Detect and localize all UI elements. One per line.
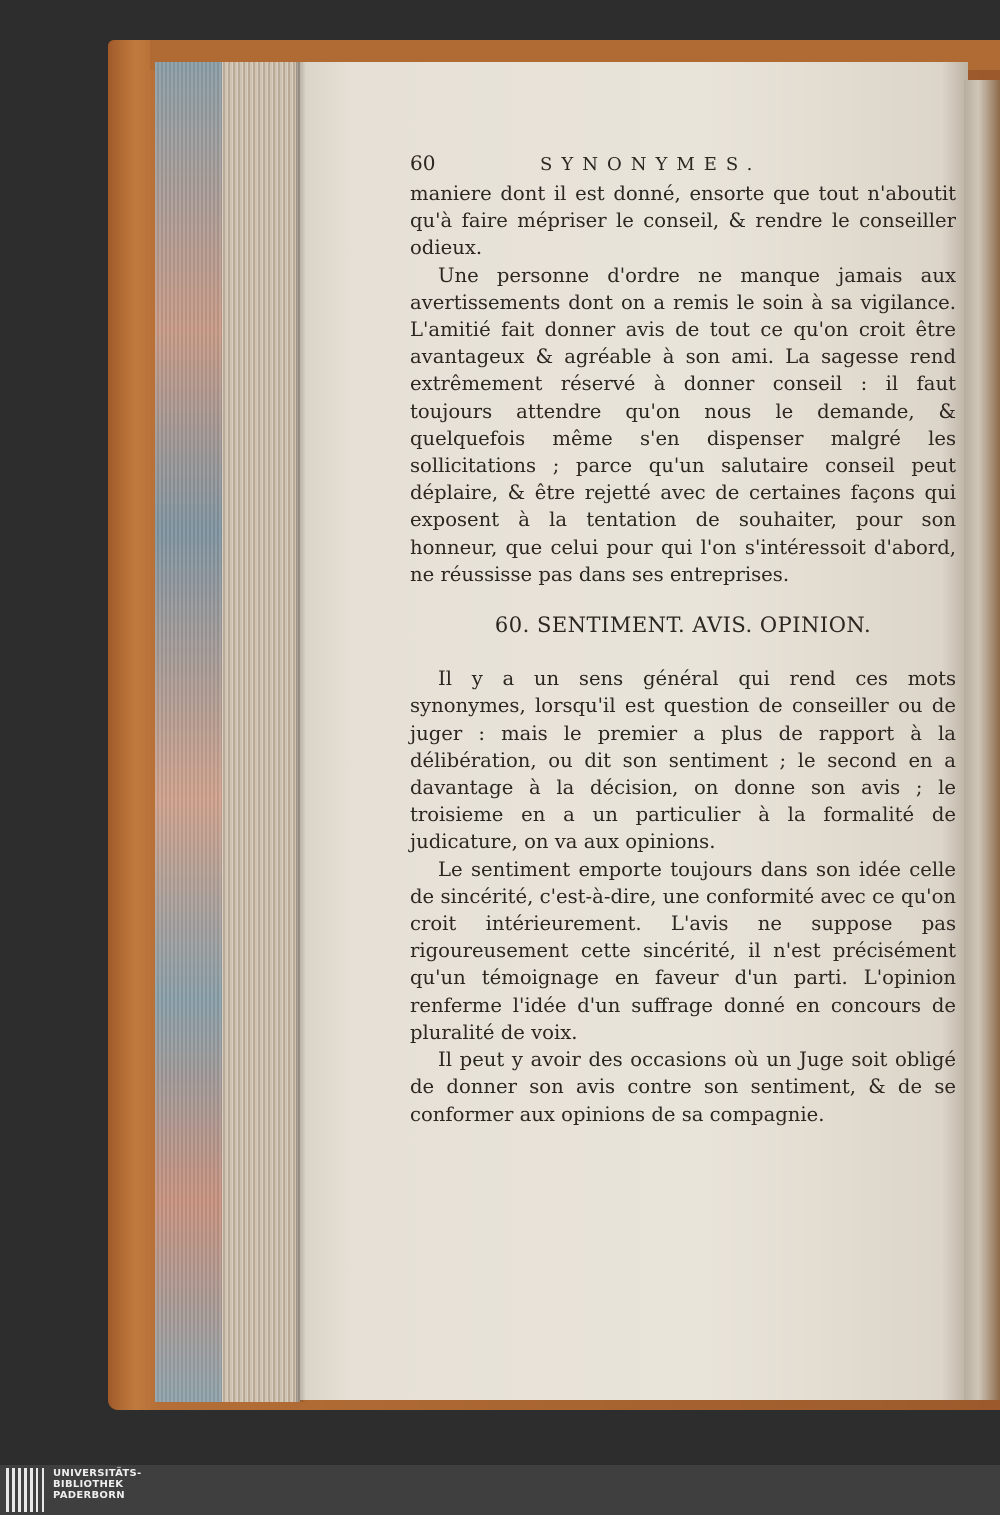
paragraph: Il peut y avoir des occasions où un Juge soit obligé de donner son avis contre son sentiment, & de se conformer aux opinions de sa compagnie. [410,1048,956,1126]
library-name-line2: BIBLIOTHEK [53,1479,124,1490]
page-right-edge [964,80,1000,1400]
section-heading: 60. SENTIMENT. AVIS. OPINION. [494,613,872,638]
paragraph: Le sentiment emporte toujours dans son idée celle de sincérité, c'est-à-dire, une conformité avec ce qu'on croit intérieurement. L'avis ne suppose pas rigoureusement cette sincérité, il n'est précisément qu'un témoignage en faveur d'un parti. L'opinion renferme l'idée d'un suffrage donné en concours de pluralité de voix. [410,857,956,1044]
library-name [53,1468,142,1501]
paragraph-continued: maniere dont il est donné, ensorte que tout n'aboutit qu'à faire mépriser le conseil, & rendre le conseiller odieux. [410,182,956,260]
paragraph: Il y a un sens général qui rend ces mots synonymes, lorsqu'il est question de conseiller ou de juger : mais le premier a plus de rapport à la délibération, ou dit son sentiment ; le second en a davantage à la décision, on donne son avis ; le troisieme en a un particulier à la formalité de judicature, on va aux opinions. [410,667,956,854]
library-logo-icon [6,1468,46,1512]
page-gutter-shadow [296,62,306,1402]
page-block-edges [222,62,300,1402]
library-name-line1: UNIVERSITÄTS- [53,1468,142,1479]
running-head-title: SYNONYMES. [540,154,762,175]
page-number: 60 [410,151,436,175]
library-name-line3: PADERBORN [53,1490,125,1501]
running-head [410,150,956,180]
page-text [410,150,956,1128]
paragraph: Une personne d'ordre ne manque jamais aux avertissements dont on a remis le soin à sa vigilance. L'amitié fait donner avis de tout ce qu'on croit être avantageux & agréable à son ami. La sagesse rend extrêmement réservé à donner conseil : il faut toujours attendre qu'on nous le demande, & quelquefois même s'en dispenser malgré les sollicitations ; parce qu'un salutaire conseil peut déplaire, & être rejetté avec de certaines façons qui exposent à la tentation de souhaiter, pour son honneur, que celui pour qui l'on s'intéressoit d'abord, ne réussisse pas dans ses entreprises. [410,263,956,586]
library-footer [0,1465,1000,1515]
marbled-page-edges [155,62,225,1402]
